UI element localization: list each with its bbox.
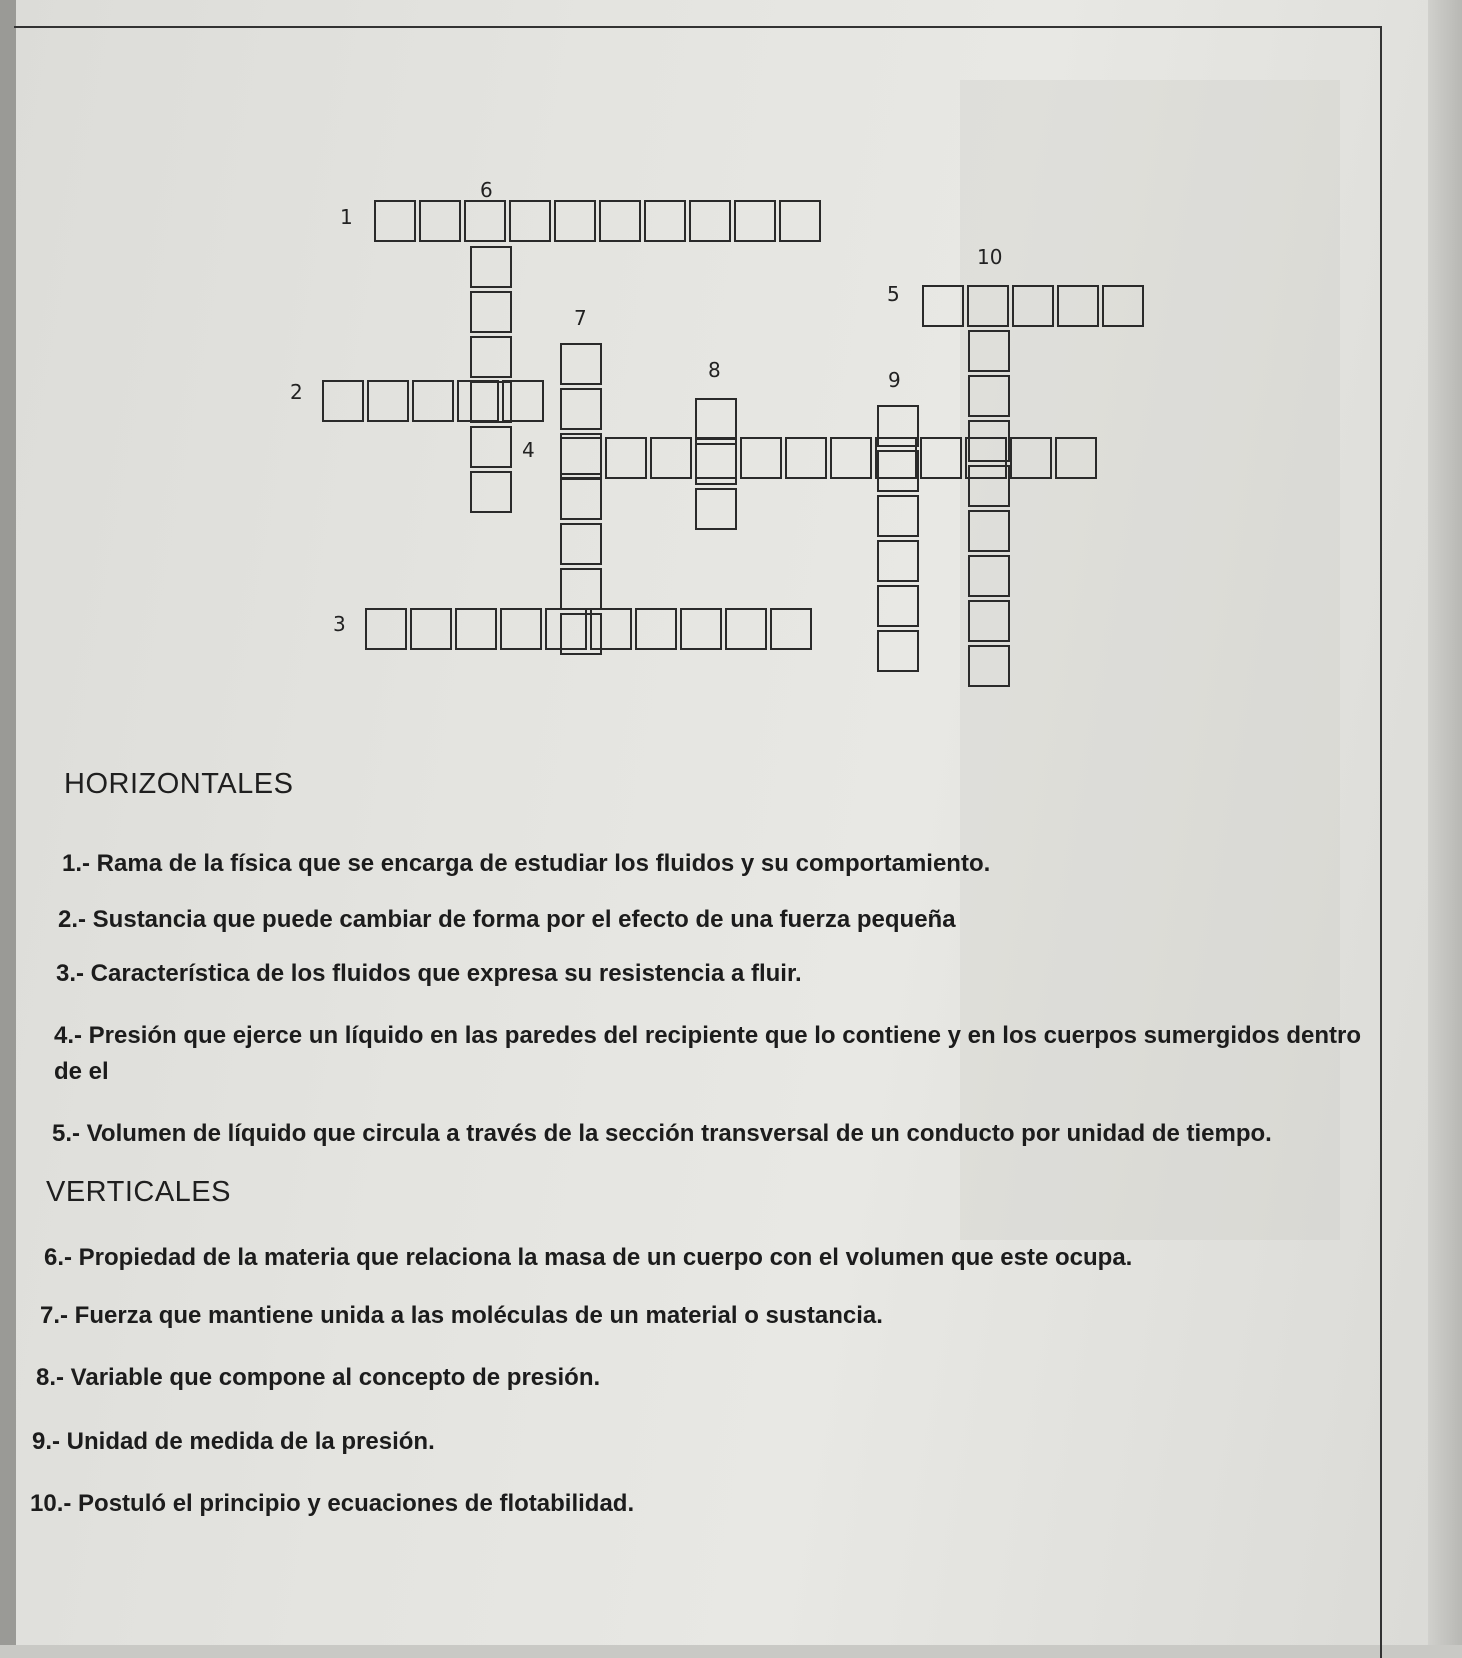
clue-number-7: 7: [574, 306, 587, 330]
crossword-cell-6[interactable]: [470, 246, 512, 288]
crossword-cell-5[interactable]: [1102, 285, 1144, 327]
crossword-grid: [0, 0, 1462, 760]
clue-number-6: 6: [480, 178, 493, 202]
clue-number-3: 3: [333, 612, 346, 636]
crossword-cell-3[interactable]: [680, 608, 722, 650]
crossword-cell-7[interactable]: [560, 568, 602, 610]
crossword-cell-4[interactable]: [920, 437, 962, 479]
crossword-cell-9[interactable]: [877, 495, 919, 537]
crossword-cell-10[interactable]: [968, 330, 1010, 372]
crossword-cell-3[interactable]: [455, 608, 497, 650]
clue-v9: 9.- Unidad de medida de la presión.: [32, 1428, 435, 1455]
crossword-cell-2[interactable]: [322, 380, 364, 422]
crossword-cell-1[interactable]: [779, 200, 821, 242]
clue-number-9: 9: [888, 368, 901, 392]
crossword-cell-7[interactable]: [560, 523, 602, 565]
crossword-cell-8[interactable]: [695, 488, 737, 530]
clue-v6: 6.- Propiedad de la materia que relaciona la masa de un cuerpo con el volumen que este ocupa.: [44, 1244, 1133, 1271]
clue-h3: 3.- Característica de los fluidos que expresa su resistencia a fluir.: [56, 960, 802, 987]
crossword-cell-4[interactable]: [695, 437, 737, 479]
crossword-cell-5[interactable]: [1012, 285, 1054, 327]
verticales-heading: VERTICALES: [46, 1176, 231, 1208]
crossword-cell-3[interactable]: [410, 608, 452, 650]
clue-h1: 1.- Rama de la física que se encarga de estudiar los fluidos y su comportamiento.: [62, 850, 991, 877]
clue-number-4: 4: [522, 438, 535, 462]
clue-number-10: 10: [977, 245, 1003, 269]
clue-number-8: 8: [708, 358, 721, 382]
crossword-cell-10[interactable]: [968, 510, 1010, 552]
crossword-cell-3[interactable]: [725, 608, 767, 650]
crossword-cell-5[interactable]: [922, 285, 964, 327]
crossword-cell-6[interactable]: [470, 291, 512, 333]
crossword-cell-6[interactable]: [470, 471, 512, 513]
clue-v7: 7.- Fuerza que mantiene unida a las moléculas de un material o sustancia.: [40, 1302, 883, 1329]
crossword-cell-4[interactable]: [875, 437, 917, 479]
crossword-cell-7[interactable]: [560, 343, 602, 385]
crossword-cell-4[interactable]: [785, 437, 827, 479]
clue-h4: 4.- Presión que ejerce un líquido en las paredes del recipiente que lo contiene y en los cuerpos sumergidos dentro de el: [54, 1022, 1362, 1085]
crossword-cell-6[interactable]: [470, 426, 512, 468]
crossword-cell-3[interactable]: [500, 608, 542, 650]
crossword-cell-2[interactable]: [502, 380, 544, 422]
crossword-cell-1[interactable]: [374, 200, 416, 242]
clue-number-2: 2: [290, 380, 303, 404]
crossword-cell-3[interactable]: [635, 608, 677, 650]
crossword-cell-2[interactable]: [412, 380, 454, 422]
crossword-cell-10[interactable]: [968, 600, 1010, 642]
crossword-cell-4[interactable]: [560, 437, 602, 479]
crossword-cell-1[interactable]: [509, 200, 551, 242]
crossword-cell-3[interactable]: [545, 608, 587, 650]
crossword-cell-3[interactable]: [770, 608, 812, 650]
crossword-cell-5[interactable]: [967, 285, 1009, 327]
crossword-cell-1[interactable]: [689, 200, 731, 242]
crossword-cell-4[interactable]: [605, 437, 647, 479]
crossword-cell-7[interactable]: [560, 388, 602, 430]
clue-h2: 2.- Sustancia que puede cambiar de forma por el efecto de una fuerza pequeña: [58, 906, 956, 933]
crossword-cell-5[interactable]: [1057, 285, 1099, 327]
crossword-cell-6[interactable]: [470, 336, 512, 378]
crossword-cell-9[interactable]: [877, 630, 919, 672]
crossword-cell-1[interactable]: [734, 200, 776, 242]
crossword-cell-4[interactable]: [740, 437, 782, 479]
crossword-cell-10[interactable]: [968, 375, 1010, 417]
crossword-cell-10[interactable]: [968, 645, 1010, 687]
crossword-cell-2[interactable]: [367, 380, 409, 422]
crossword-cell-4[interactable]: [965, 437, 1007, 479]
crossword-cell-1[interactable]: [464, 200, 506, 242]
clue-h5: 5.- Volumen de líquido que circula a través de la sección transversal de un conducto por unidad de tiempo.: [52, 1120, 1272, 1147]
crossword-cell-1[interactable]: [554, 200, 596, 242]
crossword-cell-4[interactable]: [830, 437, 872, 479]
clue-v10: 10.- Postuló el principio y ecuaciones de flotabilidad.: [30, 1490, 635, 1517]
crossword-cell-3[interactable]: [365, 608, 407, 650]
clue-number-1: 1: [340, 205, 353, 229]
crossword-cell-2[interactable]: [457, 380, 499, 422]
crossword-cell-4[interactable]: [650, 437, 692, 479]
crossword-cell-3[interactable]: [590, 608, 632, 650]
clue-number-5: 5: [887, 282, 900, 306]
crossword-cell-8[interactable]: [695, 398, 737, 440]
crossword-cell-1[interactable]: [419, 200, 461, 242]
crossword-cell-7[interactable]: [560, 478, 602, 520]
crossword-cell-1[interactable]: [599, 200, 641, 242]
crossword-cell-4[interactable]: [1010, 437, 1052, 479]
crossword-cell-10[interactable]: [968, 555, 1010, 597]
clue-v8: 8.- Variable que compone al concepto de presión.: [36, 1364, 601, 1391]
crossword-cell-9[interactable]: [877, 585, 919, 627]
crossword-cell-4[interactable]: [1055, 437, 1097, 479]
horizontales-heading: HORIZONTALES: [64, 768, 294, 800]
crossword-cell-1[interactable]: [644, 200, 686, 242]
crossword-cell-9[interactable]: [877, 540, 919, 582]
